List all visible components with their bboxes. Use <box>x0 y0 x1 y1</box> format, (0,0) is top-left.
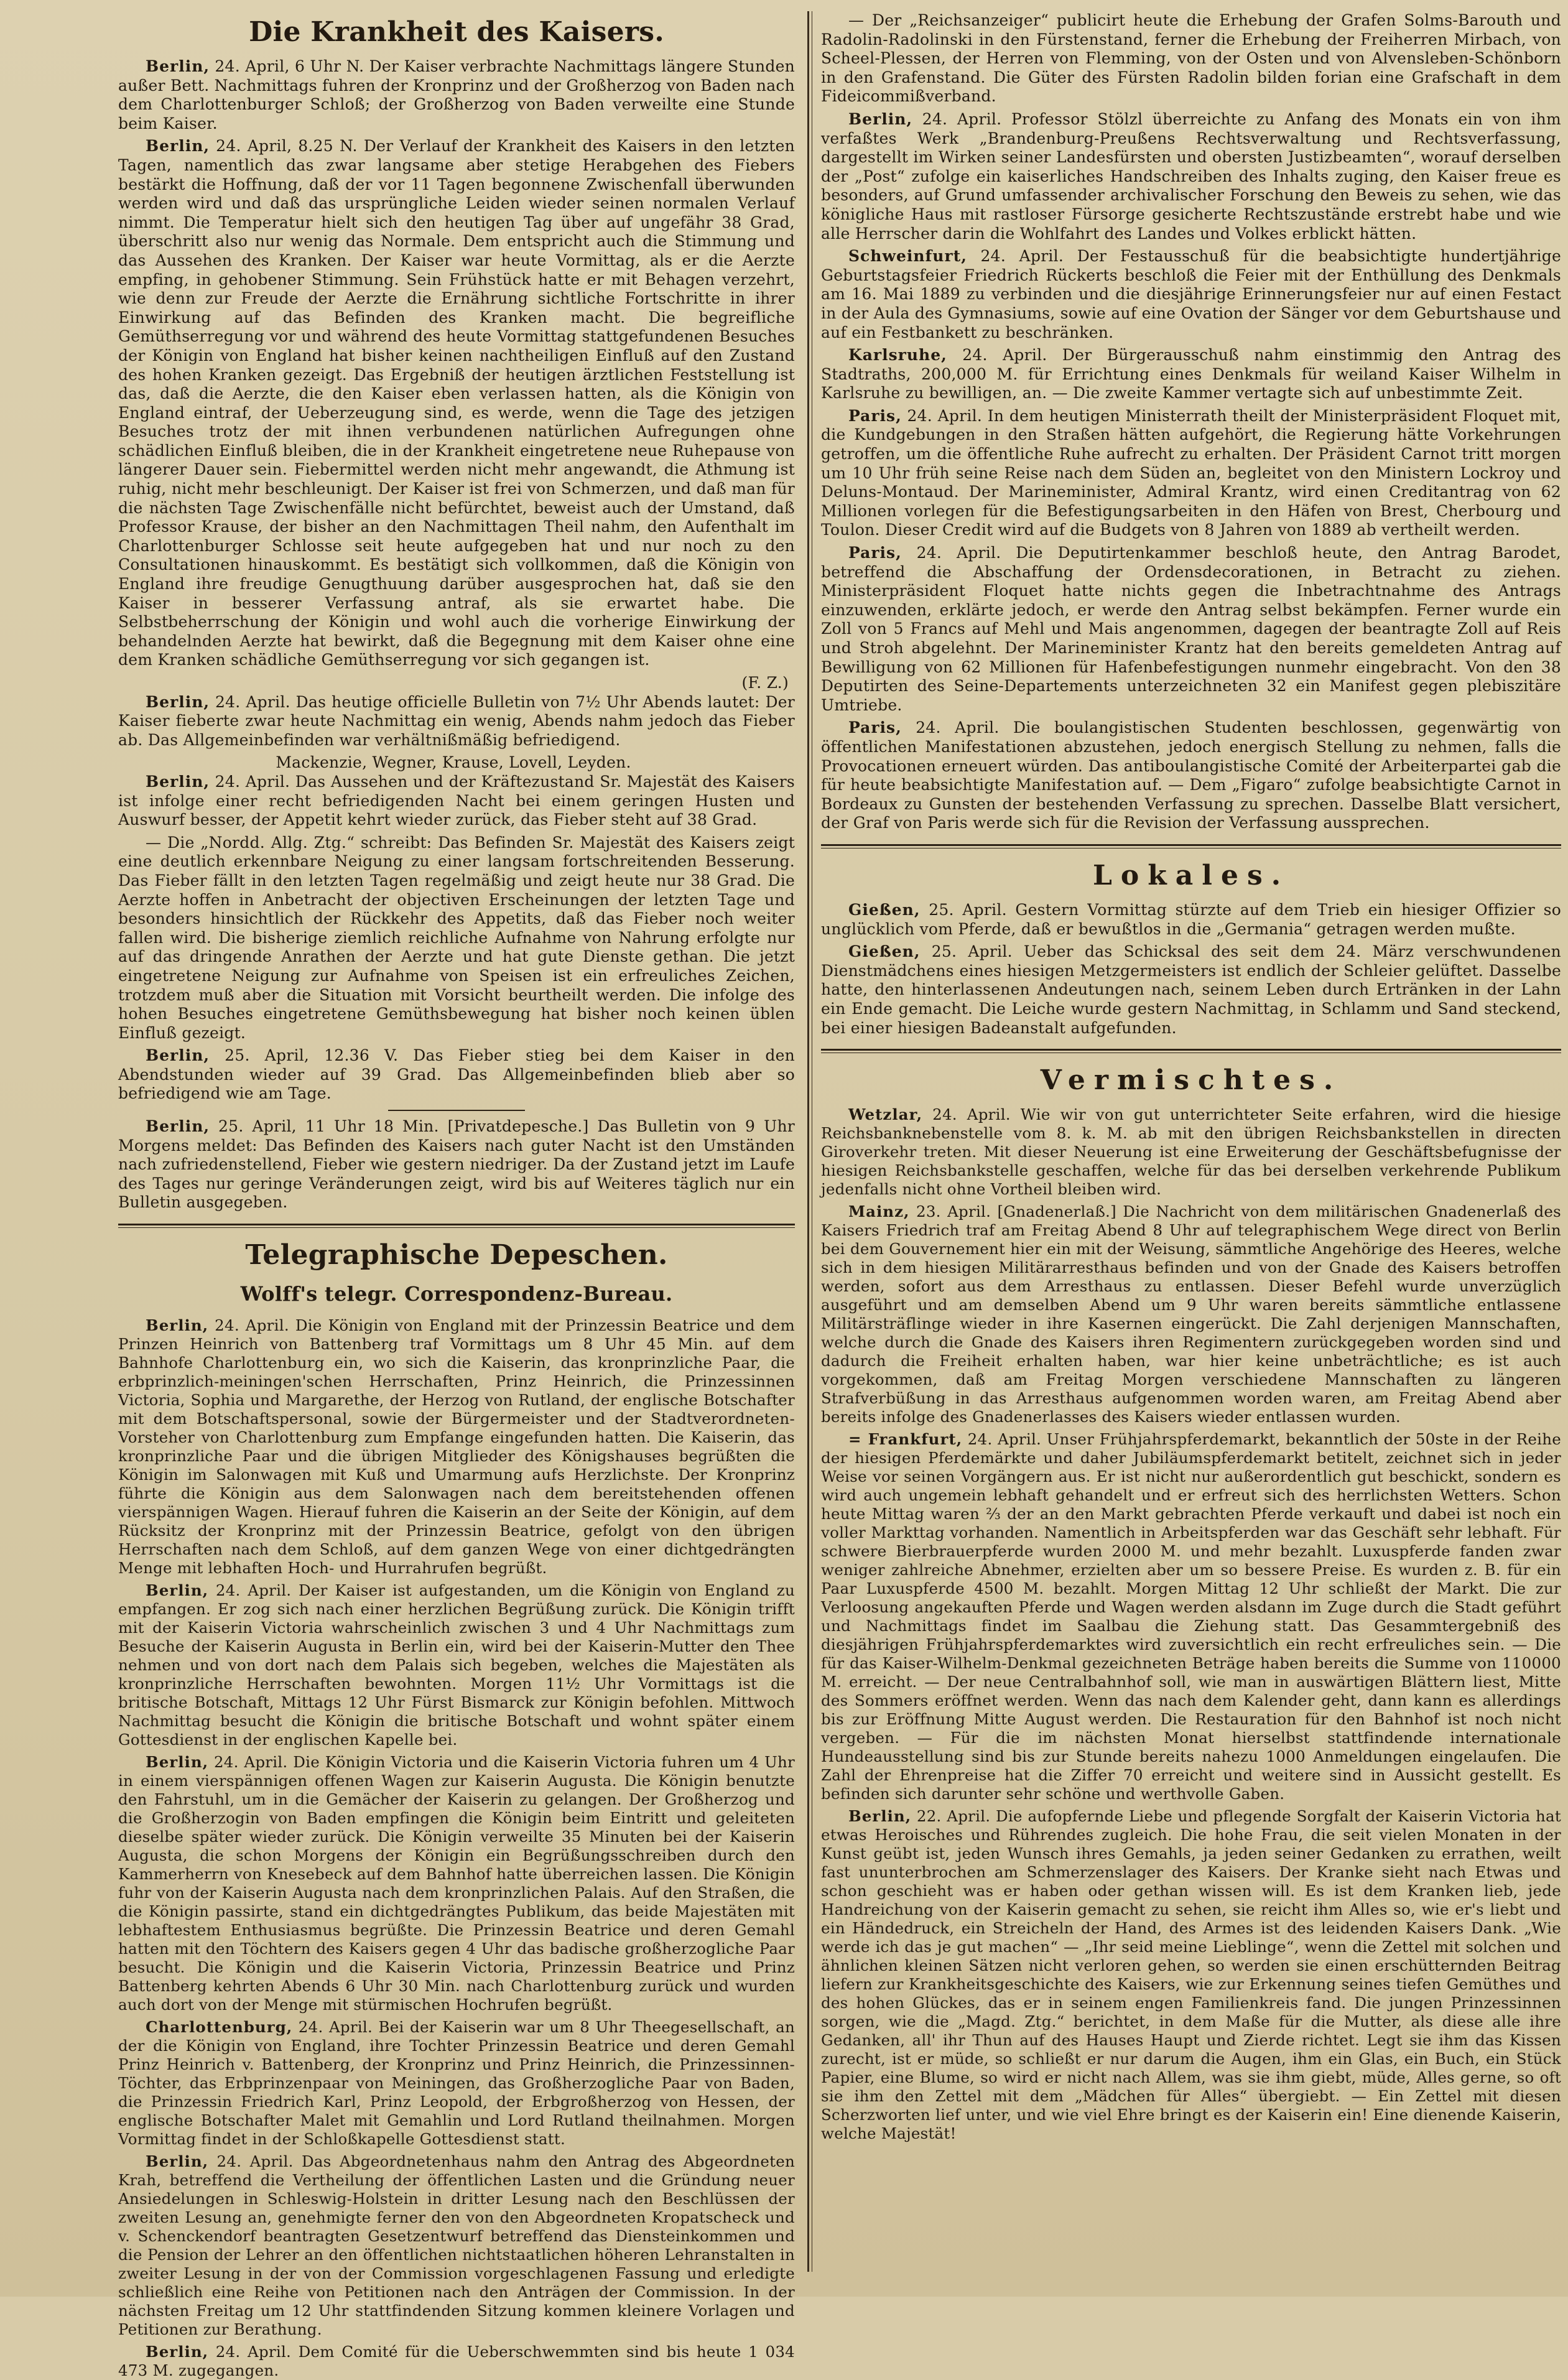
article <box>118 1316 795 1578</box>
article-text: 24. April, 6 Uhr N. Der Kaiser verbrachte Nachmittags längere Stunden außer Bett. Nachmittags fuhren der Kronprinz und der Großherzog von Baden nach dem Charlottenburger Schloß; der Großherzog von Baden verweilte eine Stunde beim Kaiser. <box>118 57 795 132</box>
column-rule <box>807 11 809 2272</box>
article-text: 24. April. Die Königin Victoria und die Kaiserin Victoria fuhren um 4 Uhr in einem vierspännigen offenen Wagen zur Kaiserin Augusta. Die Königin benutzte den Fahrstuhl, um in die Gemächer der Kaiserin zu gelangen. Der Großherzog und die Großherzogin von Baden empfingen die Königin beim Eintritt und geleiteten dieselbe später wieder zurück. Die Königin verweilte 35 Minuten bei der Kaiserin Augusta, die schon Morgens der Königin ein Begrüßungsschreiben durch den Kammerherrn von Knesebeck auf dem Bahnhof hatte überreichen lassen. Die Königin fuhr von der Kaiserin Augusta nach dem kronprinzlichen Palais. Auf den Straßen, die die Königin passirte, stand ein dichtgedrängtes Publikum, das beide Majestäten mit lebhaftestem Enthusiasmus begrüßte. Die Prinzessin Beatrice und deren Gemahl hatten mit den Töchtern des Kaisers gegen 4 Uhr das badische großherzogliche Paar besucht. Die Königin und die Kaiserin Victoria, Prinzessin Beatrice und Prinz Battenberg kehrten Abends 6 Uhr 30 Min. nach Charlottenburg zurück und wurden auch dort von der Menge mit stürmischen Hochrufen begrüßt. <box>118 1753 795 2014</box>
dateline: Karlsruhe, <box>848 346 947 365</box>
dateline: Mainz, <box>848 1202 910 1221</box>
article-text: 24. April. Unser Frühjahrspferdemarkt, bekanntlich der 50ste in der Reihe der hiesigen Pferdemärkte und daher Jubiläumspferdemarkt betitelt, zeichnet sich in jeder Weise vor seinen Vorgängern aus. Er ist nicht nur außerordentlich gut beschickt, sondern es wird auch ungemein lebhaft gehandelt und er erfreut sich des herrlichsten Wetters. Schon heute Mittag waren ⅔ der an den Markt gebrachten Pferde verkauft und dabei ist noch ein voller Markttag vorhanden. Namentlich in Arbeitspferden war das Geschäft sehr lebhaft. Für schwere Bierbrauerpferde wurden 2000 M. und mehr bezahlt. Luxuspferde fanden zwar weniger zahlreiche Abnehmer, erzielten aber um so bessere Preise. Es wurden z. B. für ein Paar Luxuspferde 4500 M. bezahlt. Morgen Mittag 12 Uhr schließt der Markt. Die zur Verloosung angekauften Pferde und Wagen werden alsdann im Zuge durch die Stadt geführt und Nachmittags findet im Saalbau die Ziehung statt. Das Gesammtergebniß des diesjährigen Frühjahrspferdemarktes wird zuversichtlich ein recht erfreuliches sein. — Die für das Kaiser-Wilhelm-Denkmal gezeichneten Beträge haben bereits die Summe von 110000 M. erreicht. — Der neue Centralbahnhof soll, wie man in auswärtigen Blättern liest, Mitte des Sommers eröffnet werden. Wenn das nach dem Kalender geht, dann kann es allerdings bis zur Eröffnung Mitte August werden. Die Restauration für den Bahnhof ist noch nicht vergeben. — Für die im nächsten Monat hierselbst stattfindende internationale Hundeausstellung sind bis zur Stunde bereits nahezu 1000 Anmeldungen eingelaufen. Die Zahl der Ehrenpreise hat die Ziffer 70 erreicht und weitere sind in Aussicht gestellt. Es befinden sich darunter sehr schöne und werthvolle Gaben. <box>821 1430 1561 1803</box>
article-text: 25. April, 11 Uhr 18 Min. [Privatdepesche.] Das Bulletin von 9 Uhr Morgens meldet: Das Befinden des Kaisers nach guter Nacht ist den Umständen nach zufriedenstellend, Fieber wie gestern niedriger. Da der Zustand jetzt im Laufe des Tages nur geringe Veränderungen zeigt, wird bis auf Weiteres täglich nur ein Bulletin ausgegeben. <box>118 1117 796 1212</box>
article-text: 24. April. Wie wir von gut unterrichteter Seite erfahren, wird die hiesige Reichsbanknebenstelle vom 8. k. M. ab mit den übrigen Reichsbankstellen in directen Giroverkehr treten. Mit dieser Neuerung ist eine Erweiterung der Geschäftsbefugnisse der hiesigen Reichsbankstelle geschaffen, welche für das bei derselben verkehrende Publikum jedenfalls nicht ohne Vortheil bleiben wird. <box>821 1105 1561 1199</box>
article-text: 24. April. In dem heutigen Ministerrath theilt der Ministerpräsident Floquet mit, die Kundgebungen in den Straßen hätten aufgehört, die Regierung hätte Vorkehrungen getroffen, um die öffentliche Ruhe aufrecht zu erhalten. Der Präsident Carnot tritt morgen um 10 Uhr früh seine Reise nach dem Süden an, begleitet von den Ministern Lockroy und Deluns-Montaud. Der Marineminister, Admiral Krantz, wird einen Creditantrag von 62 Millionen vorlegen für die Befestigungsarbeiten in den Häfen von Brest, Cherbourg und Toulon. Dieser Credit wird auf die Budgets von 8 Jahren von 1889 ab vertheilt werden. <box>821 406 1561 539</box>
article <box>821 942 1561 1038</box>
dateline: Berlin, <box>146 2343 209 2361</box>
article-text: 24. April. Das heutige officielle Bulletin von 7½ Uhr Abends lautet: Der Kaiser fieberte zwar heute Nachmittag ein wenig, Abends nahm jedoch das Fieber ab. Das Allgemeinbefinden war verhältnißmäßig befriedigend. <box>118 692 795 749</box>
article-text: 24. April. Der Bürgerausschuß nahm einstimmig den Antrag des Stadtraths, 200,000 M. für Errichtung eines Denkmals für weiland Kaiser Wilhelm in Karlsruhe zu bewilligen, an. — Die zweite Kammer vertagte sich auf unbestimmte Zeit. <box>821 346 1561 402</box>
article: — Der „Reichsanzeiger“ publicirt heute die Erhebung der Grafen Solms-Barouth und Radolin-Radolinski in den Fürstenstand, ferner die Erhebung der Freiherren Mirbach, von Scheel-Plessen, der Herren von Flemming, von der Osten und von Alvensleben-Schönborn in den Grafenstand. Die Güter des Fürsten Radolin bilden forian eine Grafschaft in dem Fideicommißverband. <box>821 11 1561 106</box>
heading-lokales: Lokales. <box>1092 859 1290 891</box>
article-text: 24. April, 8.25 N. Der Verlauf der Krankheit des Kaisers in den letzten Tagen, namentlich das zwar langsame aber stetige Herabgehen des Fiebers bestärkt die Hoffnung, daß der vor 11 Tagen begonnene Zwischenfall überwunden werden wird und daß das ursprüngliche Leiden wieder seinen normalen Verlauf nimmt. Die Temperatur hielt sich den heutigen Tag über auf ungefähr 38 Grad, überschritt also nur wenig das Normale. Dem entspricht auch die Stimmung und das Aussehen des Kranken. Der Kaiser war heute Vormittag, als er die Aerzte empfing, in gehobener Stimmung. Sein Frühstück hatte er mit Behagen verzehrt, wie denn zur Freude der Aerzte die Ernährung sichtliche Fortschritte in ihrer Einwirkung auf das Befinden des Kranken macht. Die begreifliche Gemüthserregung vor und während des heute Vormittag stattgefundenen Besuches der Königin von England hat bisher keinen nachtheiligen Einfluß auf den Zustand des hohen Kranken gezeigt. Das Ergebniß der heutigen ärztlichen Feststellung ist das, daß die Aerzte, die den Kaiser eben verlassen hatten, als die Königin von England eintraf, der Ueberzeugung sind, es werde, wenn die Tage des jetzigen Besuches trotz der mit ihnen verbundenen natürlichen Aufregungen ohne schädlichen Einfluß bleiben, die in der Krankheit eingetretene neue Ruhepause von längerer Dauer sein. Fiebermittel werden nicht mehr angewandt, die Athmung ist ruhig, nicht mehr beschleunigt. Der Kaiser ist frei von Schmerzen, und daß man für die nächsten Tage Zwischenfälle nicht befürchtet, beweist auch der Umstand, daß Professor Krause, der bisher an den Nachmittagen Theil nahm, den Aufenthalt im Charlottenburger Schlosse seit heute aufgegeben hat und nur noch zu den Consultationen hinauskommt. Es bestätigt sich vollkommen, daß die Königin von England ihre freudige Genugthuung darüber ausgesprochen hat, daß sie den Kaiser in besserer Verfassung antraf, als sie erwartet habe. Die Selbstbeherrschung der Königin und wohl auch die vorherige Einwirkung der behandelnden Aerzte hat bewirkt, daß die Begegnung mit dem Kaiser ohne eine dem Kranken schädliche Gemüthserregung vor sich gegangen ist. <box>118 137 795 669</box>
divider <box>388 1110 525 1111</box>
article <box>118 57 795 133</box>
article-text: 24. April. Bei der Kaiserin war um 8 Uhr Theegesellschaft, an der die Königin von England, ihre Tochter Prinzessin Beatrice und deren Gemahl Prinz Heinrich v. Battenberg, der Kronprinz und Prinz Heinrich, die Prinzessinnen-Töchter, das Erbprinzenpaar von Meiningen, das Großherzogliche Paar von Baden, die Prinzessin Friedrich Karl, Prinz Leopold, der Erbgroßherzog von Hessen, der englische Botschafter Malet mit Gemahlin und Lord Rutland theilnahmen. Morgen Vormittag findet in der Schloßkapelle Gottesdienst statt. <box>118 2018 795 2149</box>
article-text: 24. April. Das Aussehen und der Kräftezustand Sr. Majestät des Kaisers ist infolge einer recht befriedigenden Nacht bei einem geringen Husten und Auswurf besser, der Appetit kehrt wieder zurück, das Fieber steht auf 38 Grad. <box>118 772 795 829</box>
article <box>118 693 795 750</box>
article <box>821 1105 1561 1199</box>
article <box>821 247 1561 342</box>
dateline: Berlin, <box>146 692 210 711</box>
dateline: Paris, <box>848 718 902 737</box>
article <box>118 1753 795 2014</box>
article <box>118 137 795 670</box>
heading-kaiser-illness: Die Krankheit des Kaisers. <box>249 16 664 48</box>
article <box>821 1807 1561 2143</box>
dateline: Berlin, <box>146 137 210 156</box>
section-divider <box>821 844 1561 848</box>
article <box>118 2343 795 2380</box>
article <box>821 407 1561 540</box>
heading-telegraphic: Telegraphische Depeschen. <box>245 1239 668 1271</box>
article <box>118 1046 795 1104</box>
right-column <box>821 11 1561 2284</box>
article <box>821 718 1561 833</box>
dateline: Wetzlar, <box>848 1105 923 1124</box>
article <box>821 346 1561 403</box>
article-text: 25. April. Ueber das Schicksal des seit dem 24. März verschwundenen Dienstmädchens eines hiesigen Metzgermeisters ist endlich der Schleier gelüftet. Dasselbe hatte, den hinterlassenen Andeutungen nach, seinem Leben durch Ertränken in der Lahn ein Ende gemacht. Die Leiche wurde gestern Nachmittag, in Schlamm und Sand steckend, bei einer hiesigen Badeanstalt aufgefunden. <box>821 942 1561 1037</box>
dateline: Gießen, <box>848 900 921 919</box>
signature: (F. Z.) <box>741 674 789 692</box>
article <box>821 901 1561 939</box>
article-text: 24. April. Die Deputirtenkammer beschloß heute, den Antrag Barodet, betreffend die Abschaffung der Ordensdecorationen, in Betracht zu ziehen. Ministerpräsident Floquet hatte nichts gegen die Inbetrachtnahme des Antrags einzuwenden, erklärte jedoch, er werde den Antrag selbst bekämpfen. Ferner wurde ein Zoll von 5 Francs auf Mehl und Mais angenommen, dagegen der beantragte Zoll auf Reis und Stroh abgelehnt. Der Marineminister Krantz hat den bereits gemeldeten Antrag auf Bewilligung von 62 Millionen für Hafenbefestigungen nunmehr eingebracht. Von den 38 Deputirten des Seine-Departements unterzeichneten 32 ein Manifest gegen plebiszitäre Umtriebe. <box>821 544 1561 714</box>
article <box>118 773 795 830</box>
signature: Mackenzie, Wegner, Krause, Lovell, Leyden. <box>276 753 631 772</box>
article <box>821 1430 1561 1803</box>
article <box>118 1581 795 1749</box>
dateline: Berlin, <box>146 1581 209 1600</box>
dateline: Berlin, <box>146 1046 210 1065</box>
article <box>118 1117 795 1212</box>
dateline: Charlottenburg, <box>146 2018 293 2037</box>
article-text: 25. April. Gestern Vormittag stürzte auf dem Trieb ein hiesiger Offizier so unglücklich vom Pferde, daß er bewußtlos in die „Germania“ getragen werden mußte. <box>821 900 1562 938</box>
dateline: Schweinfurt, <box>848 247 967 266</box>
dateline: Berlin, <box>146 57 210 75</box>
article <box>821 1202 1561 1426</box>
left-column <box>118 11 796 2380</box>
article <box>821 110 1561 243</box>
article <box>118 2018 795 2149</box>
dateline: Berlin, <box>848 109 913 128</box>
dateline: Berlin, <box>146 772 210 791</box>
article <box>821 544 1561 715</box>
dateline: Paris, <box>848 544 902 562</box>
dateline: Berlin, <box>146 2152 209 2171</box>
dateline: Paris, <box>848 406 902 425</box>
dateline: Berlin, <box>146 1753 209 1772</box>
article <box>118 2152 795 2339</box>
dateline: = Frankfurt, <box>848 1430 963 1449</box>
article-text: 25. April, 12.36 V. Das Fieber stieg bei dem Kaiser in den Abendstunden wieder auf 39 Grad. Das Allgemeinbefinden blieb aber so befriedigend wie am Tage. <box>118 1046 795 1103</box>
article-text: 22. April. Die aufopfernde Liebe und pflegende Sorgfalt der Kaiserin Victoria hat etwas Heroisches und Rührendes zugleich. Die hohe Frau, die seit vielen Monaten in der Kunst geübt ist, jeden Wunsch ihres Gemahls, ja jeden seiner Gedanken zu errathen, weilt fast ununterbrochen am Schmerzenslager des Kaisers. Der Kranke sieht nach Etwas und schon geschieht was er haben oder gethan wissen will. Es ist dem Kranken lieb, jede Handreichung von der Kaiserin gemacht zu sehen, sie reicht ihm Alles so, wie er's liebt und ein Händedruck, ein Streicheln der Hand, des Armes ist des leidenden Kaisers Dank. „Wie werde ich das je gut machen“ — „Ihr seid meine Lieblinge“, wenn die Zettel mit solchen und ähnlichen kleinen Sätzen nicht verloren gehen, so werden sie einen erschütternden Beitrag liefern zur Krankheitsgeschichte des Kaisers, wie zur Erkennung seines tiefen Gemüthes und des hohen Glückes, das er in seinem engen Familienkreis fand. Die jungen Prinzessinnen sorgen, wie die „Magd. Ztg.“ berichtet, in dem Maße für die Mutter, als diese alle ihre Gedanken, all' ihr Thun auf des Hauses Haupt und Zierde richtet. Legt sie ihm das Kissen zurecht, ist er müde, so schließt er nur darum die Augen, ihm ein Glas, ein Buch, ein Stück Papier, eine Blume, so wird er nicht nach Allem, was sie ihm giebt, müde, Alles gerne, so oft sie ihm den Zettel mit dem „Mädchen für Alles“ übergiebt. — Ein Zettel mit diesen Scherzworten lief unter, und wie viel Ehre bringt es der Kaiserin ein! Eine dienende Kaiserin, welche Majestät! <box>821 1807 1561 2143</box>
article-text: 24. April. Dem Comité für die Ueberschwemmten sind bis heute 1 034 473 M. zugegangen. <box>118 2343 795 2380</box>
article: — Die „Nordd. Allg. Ztg.“ schreibt: Das Befinden Sr. Majestät des Kaisers zeigt eine deutlich erkennbare Neigung zu einer langsam fortschreitenden Besserung. Das Fieber fällt in den letzten Tagen regelmäßig und zeigt heute nur 38 Grad. Die Aerzte hoffen in Anbetracht der objectiven Erscheinungen der letzten Tage und besonders hinsichtlich der Rückkehr des Appetits, daß das Fieber noch weiter fallen wird. Die bisherige ziemlich reichliche Aufnahme von Nahrung erfolgte nur auf das dringende Anrathen der Aerzte und hat gute Dienste gethan. Die jetzt eingetretene Neigung zur Aufnahme von Speisen ist ein erfreuliches Zeichen, trotzdem muß aber die Situation mit Vorsicht beurtheilt werden. Die infolge des hohen Besuches eingetretene Gemüthsbewegung hat bisher noch keinen üblen Einfluß gezeigt. <box>118 833 795 1042</box>
article-text: 24. April. Die Königin von England mit der Prinzessin Beatrice und dem Prinzen Heinrich von Battenberg traf Vormittags um 8 Uhr 45 Min. auf dem Bahnhofe Charlottenburg ein, wo sich die Kaiserin, das kronprinzliche Paar, die erbprinzlich-meiningen'schen Herrschaften, Prinz Heinrich, die Prinzessinnen Victoria, Sophia und Margarethe, der Herzog von Rutland, der englische Botschafter mit dem Botschaftspersonal, sowie der Bürgermeister und der Stadtverordneten-Vorsteher von Charlottenburg zum Empfange eingefunden hatten. Die Kaiserin, das kronprinzliche Paar und die übrigen Mitglieder des Königshauses begrüßten die Königin im Salonwagen mit Kuß und Umarmung aufs Herzlichste. Der Kronprinz führte die Königin aus dem Salonwagen nach dem bereitstehenden offenen vierspännigen Wagen. Hierauf fuhren die Kaiserin an der Seite der Königin, auf dem Rücksitz der Kronprinz mit der Prinzessin Beatrice, gefolgt von den übrigen Herrschaften nach dem Schloß, auf dem ganzen Wege von einer dichtgedrängten Menge mit lebhaften Hoch- und Hurrahrufen begrüßt. <box>118 1316 796 1578</box>
subheading-wolff: Wolff's telegr. Correspondenz-Bureau. <box>240 1282 673 1306</box>
section-divider <box>821 1049 1561 1053</box>
dateline: Gießen, <box>848 942 921 961</box>
article-text: 24. April. Die boulangistischen Studenten beschlossen, gegenwärtig von öffentlichen Manifestationen abzustehen, jedoch energisch Stellung zu nehmen, falls die Provocationen erneuert würden. Das antiboulangistische Comité der Arbeiterpartei gab die für heute beabsichtigte Manifestation auf. — Dem „Figaro“ zufolge beabsichtigte Carnot in Bordeaux zu Gunsten der bestehenden Verfassung zu sprechen. Dasselbe Blatt versichert, der Graf von Paris werde sich für die Revision der Verfassung aussprechen. <box>821 718 1561 832</box>
dateline: Berlin, <box>848 1807 912 1826</box>
article-text: 23. April. [Gnadenerlaß.] Die Nachricht von dem militärischen Gnadenerlaß des Kaisers Friedrich traf am Freitag Abend 8 Uhr auf telegraphischem Wege direct von Berlin bei dem Gouvernement hier ein mit der Weisung, sämmtliche Angehörige des Heeres, welche sich in dem hiesigen Militärarresthaus befinden und von der Gnade des Kaisers betroffen werden, sofort aus dem Arresthaus zu entlassen. Dieser Befehl wurde unverzüglich ausgeführt und am demselben Abend um 9 Uhr waren bereits sämmtliche entlassene Militärsträflinge wieder in ihre Kasernen eingerückt. Die Zahl derjenigen Mannschaften, welche durch die Gnade des Kaisers ihren Regimentern zurückgegeben worden sind und dadurch die Freiheit erhalten haben, war hier keine unbeträchtliche; es ist auch vorgekommen, daß am Freitag Morgen verschiedene Mannschaften zu längeren Strafverbüßung in das Arresthaus aufgenommen worden waren, am Freitag Abend aber bereits infolge des Gnadenerlasses des Kaisers wieder entlassen wurden. <box>821 1202 1561 1426</box>
heading-vermischtes: Vermischtes. <box>1040 1064 1342 1097</box>
article-text: 24. April. Das Abgeordnetenhaus nahm den Antrag des Abgeordneten Krah, betreffend die Vertheilung der öffentlichen Lasten und die Gründung neuer Ansiedelungen in Schleswig-Holstein in dritter Lesung nach den Beschlüssen der zweiten Lesung an, genehmigte ferner den von den Abgeordneten Kropatscheck und v. Schenckendorf beantragten Gesetzentwurf betreffend das Diensteinkommen und die Pension der Lehrer an den öffentlichen nichtstaatlichen höheren Lehranstalten in zweiter Lesung in der von der Commission vorgeschlagenen Fassung und erledigte schließlich eine Reihe von Petitionen nach den Anträgen der Commission. In der nächsten Freitag um 12 Uhr stattfindenden Sitzung kommen kleinere Vorlagen und Petitionen zur Berathung. <box>118 2152 795 2339</box>
article-text: 24. April. Der Festausschuß für die beabsichtigte hundertjährige Geburtstagsfeier Friedrich Rückerts beschloß die Feier mit der Enthüllung des Denkmals am 16. Mai 1889 zu verbinden und die diesjährige Erinnerungsfeier nur auf einen Festact in der Aula des Gymnasiums, sowie auf eine Ovation der Sänger vor dem Geburtshause und auf ein Festbankett zu beschränken. <box>821 247 1562 342</box>
article-text: 24. April. Der Kaiser ist aufgestanden, um die Königin von England zu empfangen. Er zog sich nach einer herzlichen Begrüßung zurück. Die Königin trifft mit der Kaiserin Victoria wahrscheinlich zwischen 3 und 4 Uhr Nachmittags zum Besuche der Kaiserin Augusta in Berlin ein, wird bei der Kaiserin-Mutter den Thee nehmen und von dort nach dem Palais sich begeben, welches die Majestäten als kronprinzliche Herrschaften bewohnten. Morgen 11½ Uhr Vormittags ist die britische Botschaft, Mittags 12 Uhr Fürst Bismarck zur Königin befohlen. Mittwoch Nachmittag besucht die Königin die britische Botschaft und wohnt später einem Gottesdienst in der englischen Kapelle bei. <box>118 1581 795 1749</box>
section-divider <box>118 1224 795 1228</box>
dateline: Berlin, <box>146 1117 210 1136</box>
article-text: 24. April. Professor Stölzl überreichte zu Anfang des Monats ein von ihm verfaßtes Werk „Brandenburg-Preußens Rechtsverwaltung und Rechtsverfassung, dargestellt im Wirken seiner Landesfürsten und obersten Justizbeamten“, worauf derselben der „Post“ zufolge ein kaiserliches Handschreiben des Inhalts zuging, den Kaiser freue es besonders, auf Grund umfassender archivalischer Forschung den Beweis zu sehen, wie das königliche Haus mit rastloser Fürsorge gesicherte Rechtszustände erstrebt habe und wie alle Herrscher darin die Wohlfahrt des Landes und Volkes erblickt hätten. <box>821 109 1561 243</box>
dateline: Berlin, <box>146 1316 209 1335</box>
